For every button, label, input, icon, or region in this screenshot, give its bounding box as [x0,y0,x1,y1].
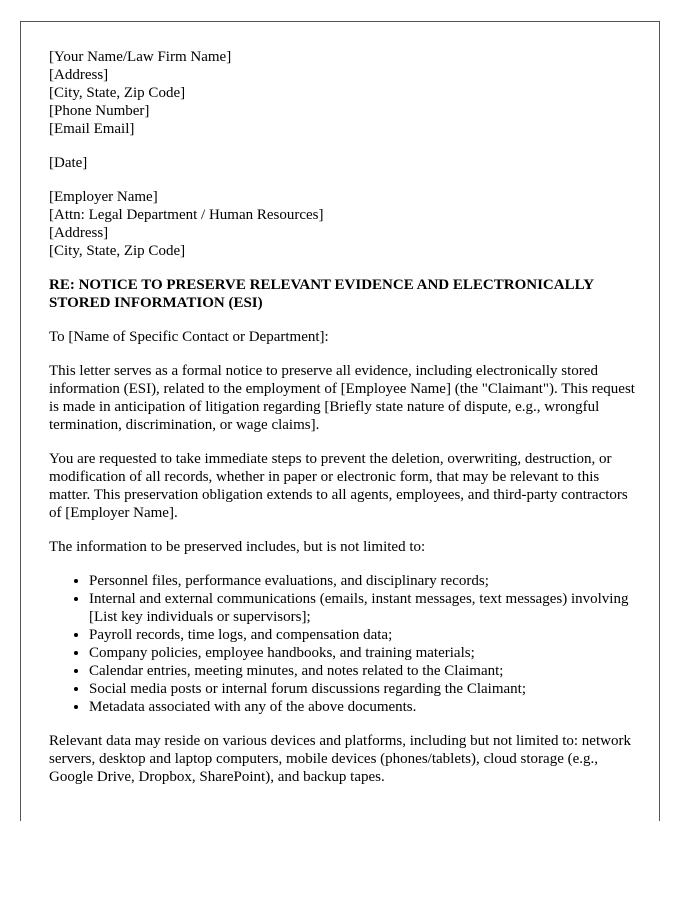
sender-address: [Address] [49,67,109,83]
list-item: • Social media posts or internal forum discussions regarding the Claimant; [89,680,637,698]
sender-block [49,48,637,138]
paragraph-list-intro: The information to be preserved includes, but is not limited to: [49,539,426,555]
paragraph-request: You are requested to take immediate steps to prevent the deletion, overwriting, destruction, or modification of all records, whether in paper or electronic form, that may be relevant to this matter. This preservation obligation extends to all agents, employees, and third-party contractors of [Employer Name]. [49,451,628,521]
subject-line: RE: NOTICE TO PRESERVE RELEVANT EVIDENCE AND ELECTRONICALLY STORED INFORMATION (ESI) [49,277,594,311]
date-block [49,154,637,172]
list-item: • Payroll records, time logs, and compensation data; [89,626,637,644]
salutation: To [Name of Specific Contact or Department]: [49,329,329,345]
recipient-attn: [Attn: Legal Department / Human Resources] [49,207,324,223]
letter-content [49,48,637,802]
recipient-name: [Employer Name] [49,189,158,205]
list-item: • Personnel files, performance evaluations, and disciplinary records; [89,572,637,590]
recipient-address: [Address] [49,225,109,241]
list-item: • Company policies, employee handbooks, and training materials; [89,644,637,662]
list-item: • Metadata associated with any of the above documents. [89,698,637,716]
paragraph-data-locations: Relevant data may reside on various devices and platforms, including but not limited to: network servers, desktop and laptop computers, mobile devices (phones/tablets), cloud storage (e.g., Google Drive, Dropbox, SharePoint), and backup tapes. [49,733,631,785]
paragraph-purpose: This letter serves as a formal notice to preserve all evidence, including electronically stored information (ESI), related to the employment of [Employee Name] (the "Claimant"). This request is made in anticipation of litigation regarding [Briefly state nature of dispute, e.g., wrongful termination, discrimination, or wage claims]. [49,363,635,433]
recipient-city-state-zip: [City, State, Zip Code] [49,243,186,259]
list-item: • Calendar entries, meeting minutes, and notes related to the Claimant; [89,662,637,680]
preserved-items-list [49,572,637,716]
sender-city-state-zip: [City, State, Zip Code] [49,85,186,101]
sender-name: [Your Name/Law Firm Name] [49,49,232,65]
letter-date: [Date] [49,155,88,171]
sender-phone: [Phone Number] [49,103,150,119]
recipient-block [49,188,637,260]
sender-email: [Email Email] [49,121,135,137]
list-item: • Internal and external communications (emails, instant messages, text messages) involving [List key individuals or supervisors]; [89,590,637,626]
letter-page [20,21,660,821]
